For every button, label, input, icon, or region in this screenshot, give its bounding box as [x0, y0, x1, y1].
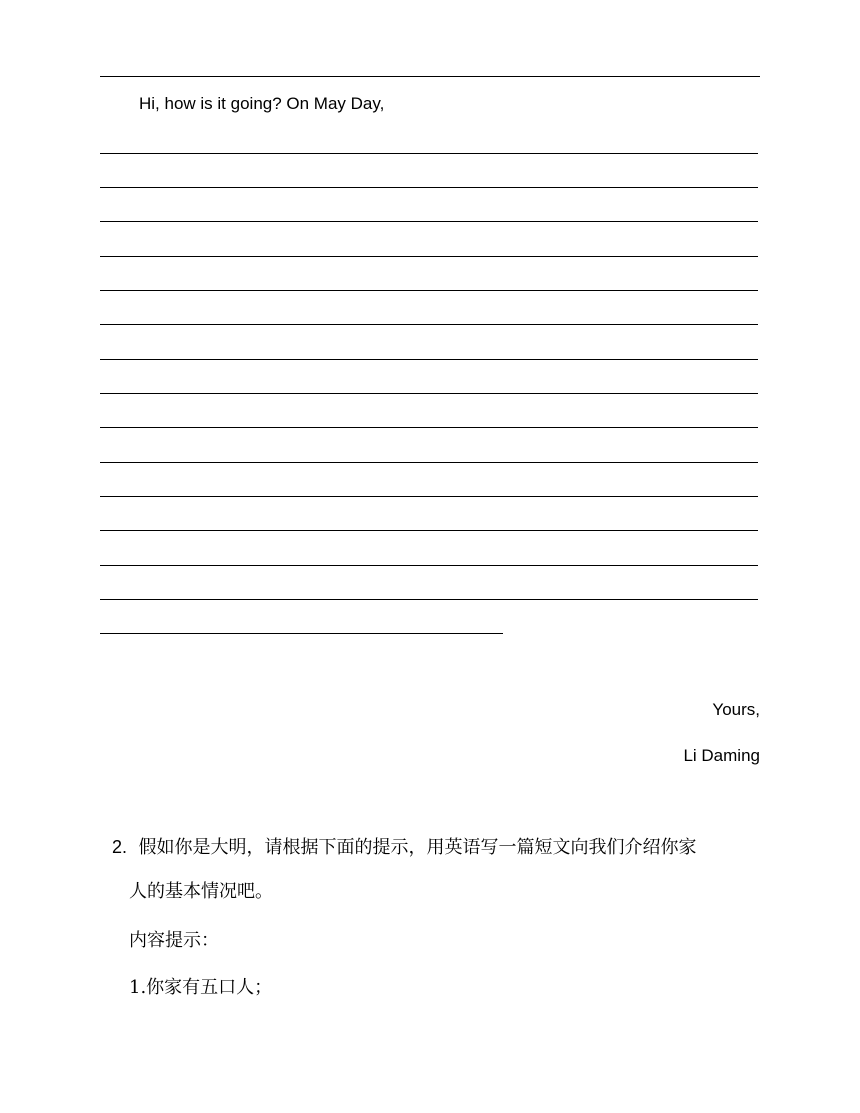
writing-line[interactable]: [100, 393, 758, 394]
writing-lines: [100, 0, 760, 640]
letter-closing: Yours,: [712, 700, 760, 719]
writing-line[interactable]: [100, 427, 758, 428]
writing-line[interactable]: [100, 599, 758, 600]
writing-line[interactable]: [100, 462, 758, 463]
question-prompt-line-2: 人的基本情况吧。: [129, 881, 273, 902]
writing-line[interactable]: [100, 187, 758, 188]
writing-line-short[interactable]: [100, 633, 503, 634]
writing-line[interactable]: [100, 153, 758, 154]
writing-line[interactable]: [100, 359, 758, 360]
writing-line[interactable]: [100, 496, 758, 497]
question-number: 2.: [112, 837, 128, 857]
writing-line[interactable]: [100, 290, 758, 291]
letter-greeting: Hi, how is it going? On May Day,: [139, 94, 385, 113]
hint-title: 内容提示：: [129, 930, 219, 951]
hint-item-1: 1.你家有五口人；: [129, 977, 273, 998]
question-prompt-line-1: 假如你是大明，请根据下面的提示，用英语写一篇短文向我们介绍你家: [138, 837, 697, 858]
writing-line[interactable]: [100, 256, 758, 257]
writing-line[interactable]: [100, 324, 758, 325]
writing-line[interactable]: [100, 530, 758, 531]
writing-line[interactable]: [100, 565, 758, 566]
question-2-line-1: [112, 834, 696, 861]
writing-line[interactable]: [100, 221, 758, 222]
letter-signature: Li Daming: [683, 746, 760, 765]
